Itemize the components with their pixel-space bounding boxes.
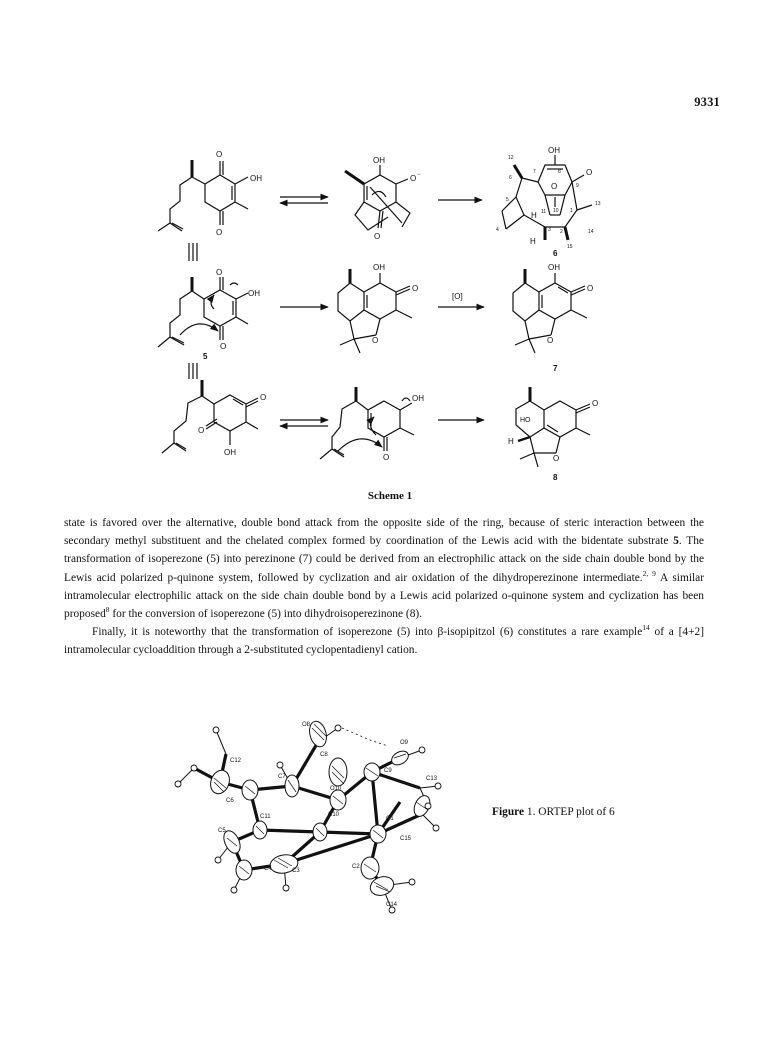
label-o: O (587, 284, 594, 293)
label-oh: OH (373, 263, 385, 272)
compound-number-8: 8 (553, 473, 558, 482)
label-oh: OH (373, 156, 385, 165)
label-o: O (198, 426, 205, 435)
atom-number-2: 2 (560, 229, 563, 235)
structure-compound-6 (502, 155, 592, 240)
atom-number-1: 1 (570, 208, 573, 214)
ortep-plot (160, 710, 490, 940)
label-o: O (383, 453, 390, 462)
atom-label-c10: C10 (328, 812, 340, 818)
atom-number-15: 15 (567, 244, 573, 250)
equilibrium-arrow-1 (280, 197, 328, 203)
atom-label-c2: C2 (352, 864, 360, 870)
label-o: O (374, 232, 381, 241)
oxidation-label: [O] (452, 292, 463, 301)
ortep-bonds (194, 742, 422, 886)
atom-number-14: 14 (588, 229, 594, 235)
atom-label-c7: C7 (278, 774, 286, 780)
label-o: O (553, 454, 560, 463)
label-oh: OH (224, 448, 236, 457)
ortep-ellipsoids (207, 719, 433, 898)
atom-label-c9: C9 (384, 768, 392, 774)
atom-number-3: 3 (548, 227, 551, 233)
label-o: O (586, 168, 593, 177)
structure-cyclopentadienyl-intermediate (345, 165, 410, 230)
atom-number-11: 11 (541, 209, 547, 215)
atom-label-c6: C6 (226, 798, 234, 804)
svg-text:−: − (417, 172, 421, 178)
structure-isoperezone-o-quinone (162, 380, 258, 453)
hydrogen-bond (342, 728, 388, 746)
atom-label-c11: C11 (260, 814, 271, 820)
label-h: H (508, 437, 514, 446)
atom-number-4: 4 (496, 227, 499, 233)
label-o: O (216, 268, 223, 277)
structure-isoperezone-p-quinone (158, 160, 248, 231)
label-o: O (412, 284, 419, 293)
atom-label-o10: O10 (330, 786, 342, 792)
equilibrium-arrow-2 (280, 420, 328, 426)
atom-number-8: 8 (558, 169, 561, 175)
atom-number-6: 6 (509, 175, 512, 181)
atom-number-10: 10 (553, 208, 559, 214)
compound-number-5: 5 (203, 352, 208, 361)
label-oh: OH (250, 174, 262, 183)
scheme-1-reaction-diagram (140, 135, 640, 485)
compound-number-6: 6 (553, 249, 558, 258)
atom-label-c1: C1 (386, 816, 394, 822)
label-o: O (260, 393, 267, 402)
ortep-atom-labels (218, 722, 438, 908)
compound-number-7: 7 (553, 364, 558, 373)
structure-compound-5-p-quinone (158, 277, 248, 347)
label-oh: OH (548, 263, 560, 272)
scheme-caption: Scheme 1 (367, 490, 413, 502)
atom-label-c8: C8 (320, 752, 328, 758)
label-o: O (220, 342, 227, 351)
paragraph-2: Finally, it is noteworthy that the transformation of isoperezone (5) into β-isopipitzol (6) constitutes a rare example$^{14}$ of a [4+2] intramolecular cycloaddition through a 2-substituted cyclopentadienyl cation. (64, 623, 704, 657)
atom-number-9: 9 (576, 183, 579, 189)
label-oh: OH (412, 394, 424, 403)
label-o: O (216, 150, 223, 159)
label-o-minus: O (410, 174, 417, 183)
atom-number-5: 5 (506, 197, 509, 203)
label-o: O (547, 336, 554, 345)
atom-label-c12: C12 (230, 758, 242, 764)
atom-label-c13: C13 (426, 776, 438, 782)
label-o: O (372, 336, 379, 345)
paragraph-1: state is favored over the alternative, double bond attack from the opposite side of the ring, because of steric interaction between the secondary methyl substituent and the chelated complex formed by coordination of the Lewis acid with the bidentate substrate 5. The transformation of isoperezone (5) into perezinone (7) could be derived from an electrophilic attack on the side chain double bond by the Lewis acid polarized p-quinone system, followed by cyclization and air oxidation of the dihydroperezinone intermediate.$^{2, 9}$ A similar intramolecular electrophilic attack on the side chain double bond by a Lewis acid polarized o-quinone system and cyclization has been proposed$^8$ for the conversion of isoperezone (5) into dihydroisoperezinone (8). (64, 517, 705, 621)
structure-o-quinone-chelate (320, 387, 414, 459)
atom-label-c4: C4 (264, 866, 272, 872)
atom-label-c5: C5 (218, 828, 226, 834)
atom-label-c14: C14 (386, 902, 398, 908)
label-o: O (592, 399, 599, 408)
atom-number-13: 13 (595, 201, 601, 207)
atom-label-o9: O9 (400, 740, 409, 746)
label-ho: HO (520, 417, 531, 424)
atom-label-c15: C15 (400, 836, 412, 842)
identity-lines-2 (189, 363, 197, 379)
figure-caption: Figure 1. ORTEP plot of 6 (492, 806, 615, 818)
atom-label-o8: O8 (302, 722, 311, 728)
label-o: O (551, 182, 558, 191)
atom-number-12: 12 (508, 155, 514, 161)
label-oh: OH (248, 289, 260, 298)
label-h: H (531, 211, 537, 220)
atom-number-7: 7 (533, 169, 536, 175)
page-number: 9331 (694, 95, 720, 109)
article-body (64, 514, 704, 660)
label-o: O (216, 228, 223, 237)
label-oh: OH (548, 146, 560, 155)
label-h: H (530, 237, 536, 246)
identity-lines-1 (189, 243, 197, 261)
atom-label-c3: C3 (292, 868, 300, 874)
